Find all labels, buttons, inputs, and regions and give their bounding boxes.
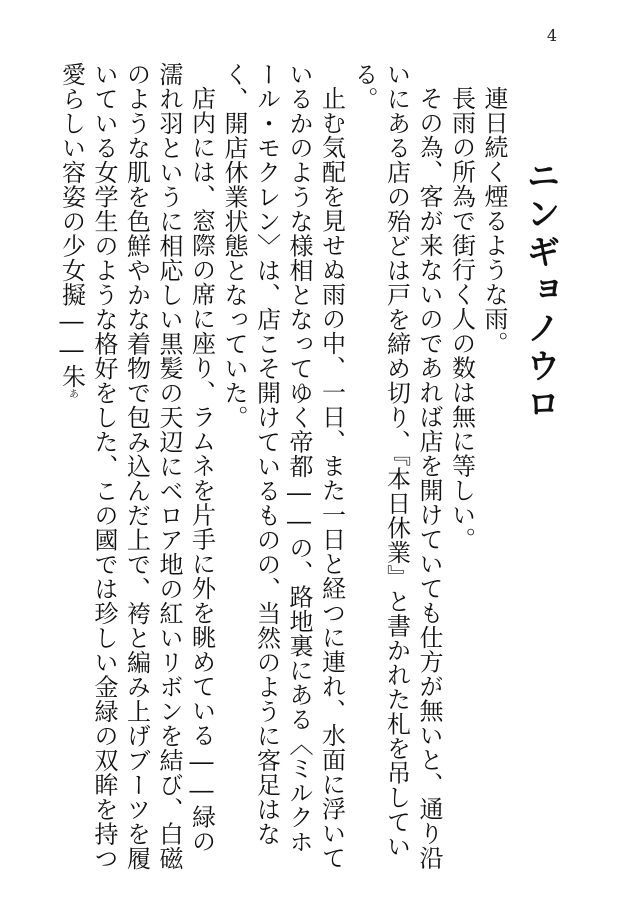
paragraph: その為、客が来ないのであれば店を開けていても仕方が無いと、通り沿いにある店の殆どは戸を締め切り、『本日休業』と書かれた札を吊している。 — [350, 62, 443, 870]
chapter-title: ニンギョノウロ — [520, 158, 560, 424]
paragraph: 止む気配を見せぬ雨の中、一日、また一日と経つに連れ、水面に浮いているかのような様相となってゆく帝都――の、路地裏にある〈ミルクホール・モクレン〉は、店こそ開けているものの、当然のように客足はなく、開店休業状態となっていた。 — [220, 62, 346, 870]
ruby-annotation: あ — [66, 388, 78, 399]
page-number: 4 — [546, 26, 557, 45]
paragraph: 長雨の所為で街行く人の数は無に等しい。 — [447, 86, 476, 552]
body-text — [55, 62, 510, 872]
paragraph: 連日続く煙るような雨。 — [480, 86, 508, 356]
paragraph-text: 店内には、窓際の席に座り、ラムネを片手に外を眺めている――緑の濡れ羽というに相応しい黒髪の天辺にベロア地の紅いリボンを結び、白磁のような肌を色鮮やかな着物で包み込んだ上で、袴と編み上げブーツを履いている女学生のような格好をした、この國では珍しい金緑の双眸を持つ愛らしい容姿の少女擬――朱 — [57, 62, 216, 871]
paragraph — [55, 62, 218, 872]
